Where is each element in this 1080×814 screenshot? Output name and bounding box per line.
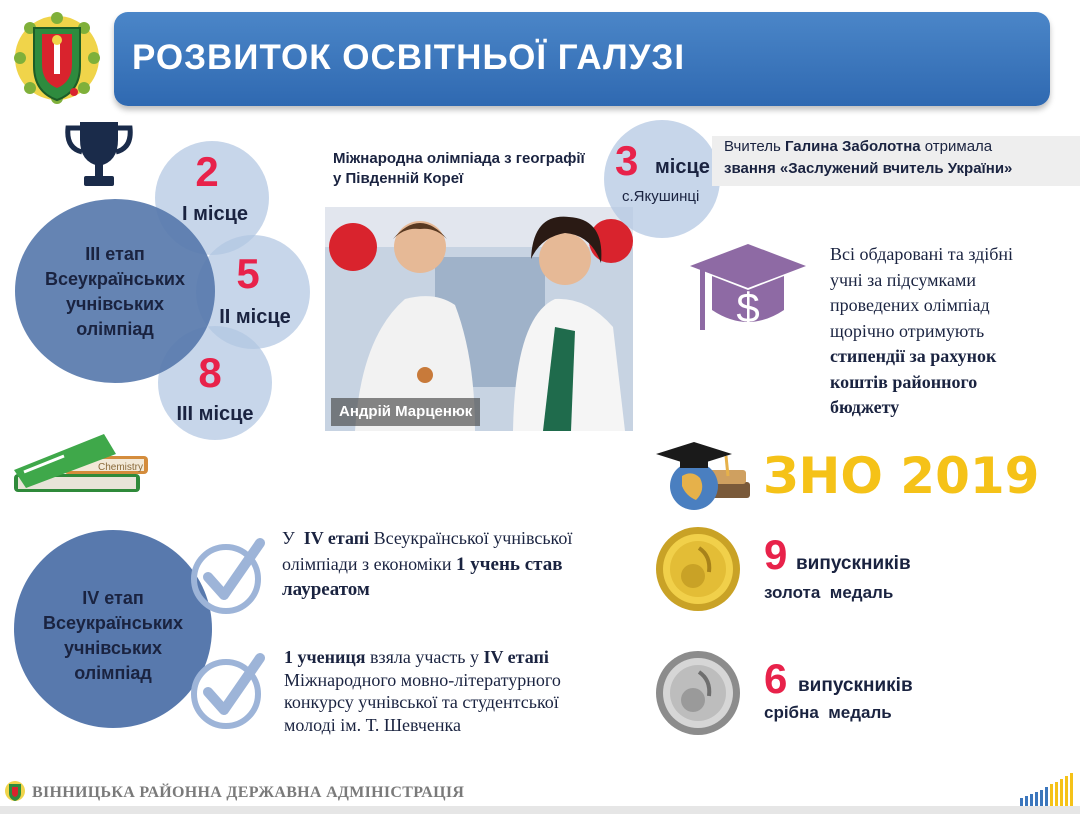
stage4-item2-text-1: взяла участь у bbox=[365, 647, 484, 667]
teacher-text-prefix: Вчитель bbox=[724, 138, 785, 155]
stage4-item2-bold-2: IV етапі bbox=[483, 647, 549, 667]
stage4-item1-bold-2: 1 учень став лауреатом bbox=[282, 553, 563, 600]
silver-medal-icon bbox=[655, 650, 741, 736]
footer-divider bbox=[0, 806, 1080, 814]
graduation-cap-dollar-icon bbox=[686, 240, 810, 336]
first-place-label: І місце bbox=[181, 203, 248, 225]
gold-label: золота медаль bbox=[764, 583, 894, 602]
gold-word: випускників bbox=[796, 553, 911, 574]
graduation-globe-icon bbox=[652, 440, 752, 512]
coat-of-arms-icon bbox=[12, 8, 102, 108]
trophy-icon bbox=[62, 118, 136, 190]
teacher-text bbox=[712, 136, 1080, 186]
teacher-text-mid: отримала bbox=[920, 138, 993, 155]
footer-text: ВІННИЦЬКА РАЙОННА ДЕРЖАВНА АДМІНІСТРАЦІЯ bbox=[32, 784, 465, 801]
olympiad-caption: Міжнародна олімпіада з географії у Південній Кореї bbox=[333, 150, 585, 187]
stage4-item1-bold-1: IV етапі bbox=[303, 528, 370, 548]
teacher-award: звання «Заслужений вчитель України» bbox=[724, 160, 1013, 177]
scholarship-text-bold: стипендії за рахунок коштів районного бюджету bbox=[830, 346, 997, 417]
silver-label: срібна медаль bbox=[764, 703, 892, 722]
svg-text:Chemistry: Chemistry bbox=[98, 462, 144, 473]
gold-count: 9 bbox=[764, 531, 788, 578]
scholarship-text bbox=[830, 242, 1050, 421]
teacher-village: с.Якушинці bbox=[622, 188, 700, 205]
first-place-count: 2 bbox=[195, 148, 219, 195]
zno-title: ЗНО 2019 bbox=[763, 447, 1040, 505]
third-place-label: ІІІ місце bbox=[176, 403, 254, 425]
teacher-name: Галина Заболотна bbox=[784, 138, 921, 155]
stage4-item1-text-1: У bbox=[282, 528, 304, 548]
stage3-title: ІІІ етап Всеукраїнських учнівських олімпіад bbox=[45, 244, 185, 339]
photo-name-label: Андрій Марценюк bbox=[331, 398, 480, 426]
stage4-title: IV етап Всеукраїнських учнівських олімпіад bbox=[43, 588, 183, 683]
teacher-place-word: місце bbox=[655, 156, 710, 178]
stage4-item-2 bbox=[284, 646, 614, 736]
stage4-item2-bold-1: 1 учениця bbox=[284, 647, 366, 667]
stage4-item-1 bbox=[282, 526, 627, 603]
third-place-count: 8 bbox=[198, 349, 222, 396]
footer-coat-of-arms-icon bbox=[4, 779, 26, 803]
gold-medal-icon bbox=[655, 526, 741, 612]
svg-text:$: $ bbox=[736, 284, 760, 331]
bar-logo-icon bbox=[1018, 772, 1078, 806]
checkmark-icon bbox=[190, 650, 266, 730]
second-place-count: 5 bbox=[236, 250, 260, 297]
teacher-place-number: 3 bbox=[615, 137, 639, 184]
silver-count: 6 bbox=[764, 655, 788, 702]
silver-word: випускників bbox=[798, 675, 913, 696]
scholarship-text-plain: Всі обдаровані та здібні учні за підсумками проведених олімпіад щорічно отримують bbox=[830, 244, 1014, 341]
second-place-label: ІІ місце bbox=[219, 306, 291, 328]
stage4-item2-text-2: Міжнародного мовно-літературного конкурсу учнівської та студентської молоді ім. Т. Шевченка bbox=[284, 669, 561, 735]
stage4-item1-text-2: Всеукраїнської учнівської олімпіади з економіки bbox=[282, 528, 573, 574]
page-title: РОЗВИТОК ОСВІТНЬОЇ ГАЛУЗІ bbox=[132, 38, 686, 77]
books-icon bbox=[4, 422, 154, 502]
checkmark-icon bbox=[190, 535, 266, 615]
